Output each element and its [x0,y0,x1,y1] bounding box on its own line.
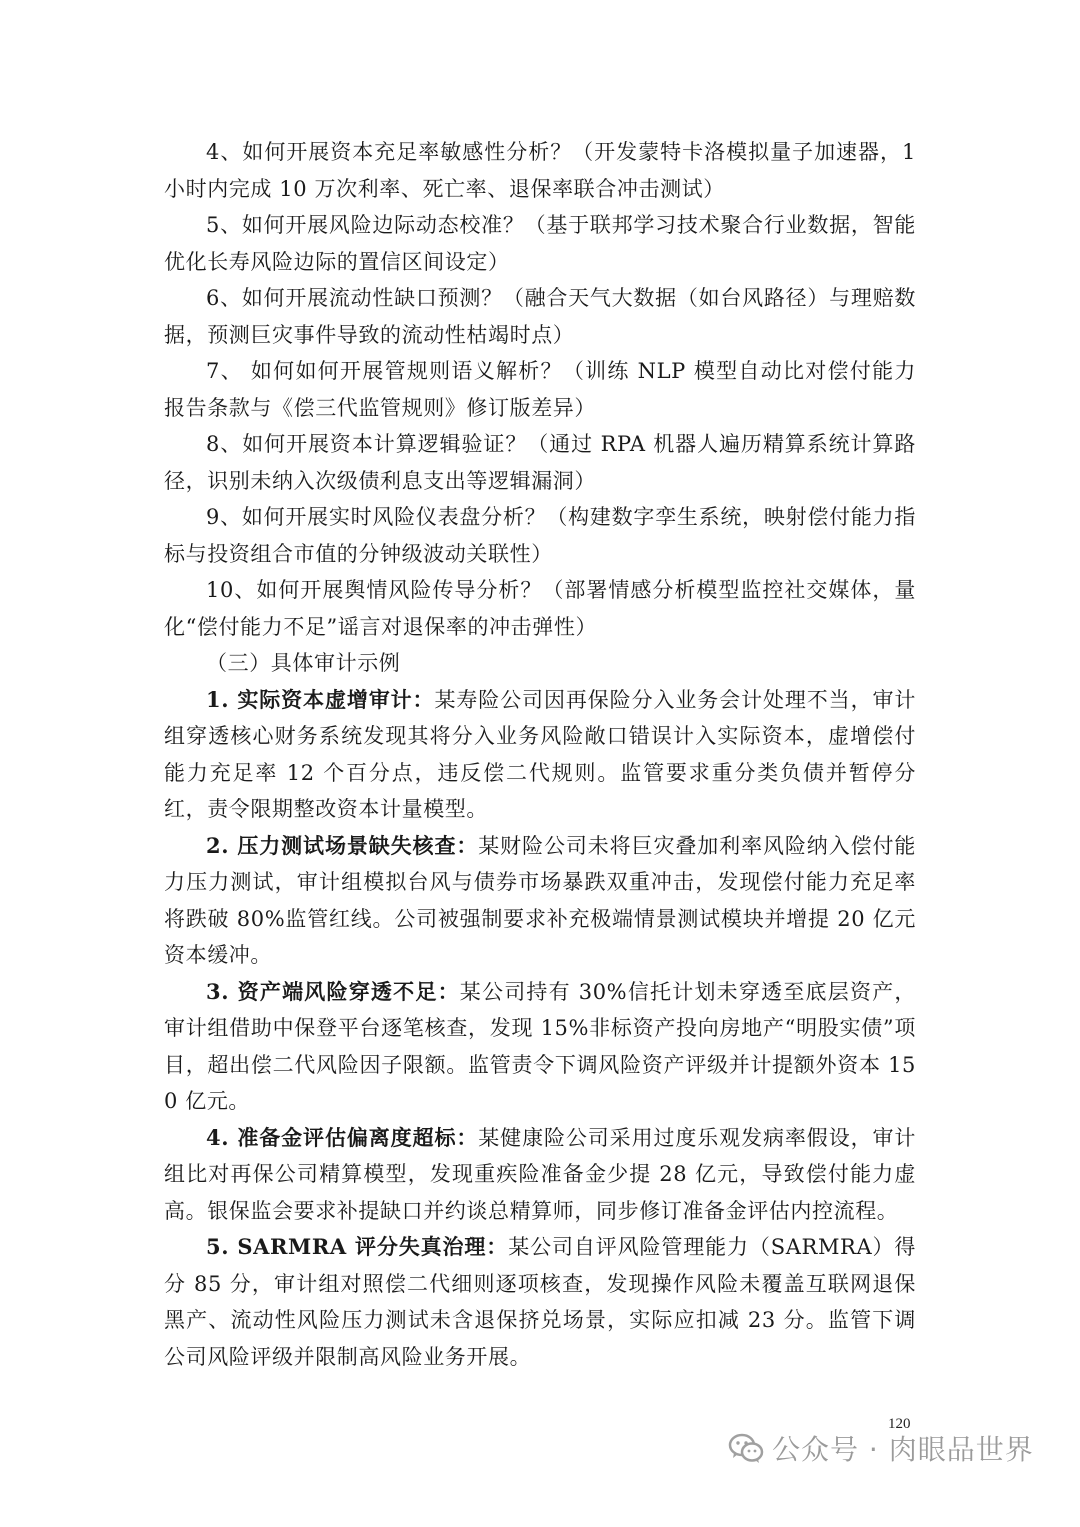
case-title: 1. 实际资本虚增审计： [206,686,435,712]
case-title: 2. 压力测试场景缺失核查： [206,832,479,858]
case-paragraph [164,682,916,828]
page-content [164,134,916,1375]
watermark-text: 公众号 · 肉眼品世界 [772,1433,1034,1466]
section-heading: （三）具体审计示例 [206,651,401,675]
question-item: 6、如何开展流动性缺口预测？（融合天气大数据（如台风路径）与理赔数据，预测巨灾事件导致的流动性枯竭时点） [164,286,916,347]
case-paragraph [164,974,916,1120]
question-item: 4、如何开展资本充足率敏感性分析？（开发蒙特卡洛模拟量子加速器，1小时内完成 10 万次利率、死亡率、退保率联合冲击测试） [164,140,916,201]
case-paragraph [164,1229,916,1375]
case-paragraph [164,828,916,974]
question-item: 8、如何开展资本计算逻辑验证？（通过 RPA 机器人遍历精算系统计算路径，识别未纳入次级债利息支出等逻辑漏洞） [164,432,916,493]
case-title: 4. 准备金评估偏离度超标： [206,1124,479,1150]
page-number: 120 [888,1416,911,1432]
case-body: 某寿险公司因再保险分入业务会计处理不当，审计组穿透核心财务系统发现其将分入业务风险敞口错误计入实际资本，虚增偿付能力充足率 12 个百分点，违反偿二代规则。监管要求重分类负债并暂停分红，责令限期整改资本计量模型。 [164,687,916,821]
case-title: 5. SARMRA 评分失真治理： [206,1234,509,1259]
case-body: 某财险公司未将巨灾叠加利率风险纳入偿付能力压力测试，审计组模拟台风与债券市场暴跌双重冲击，发现偿付能力充足率将跌破 80%监管红线。公司被强制要求补充极端情景测试模块并增提 20 亿元资本缓冲。 [164,833,917,967]
question-item: 7、 如何如何开展管规则语义解析？（训练 NLP 模型自动比对偿付能力报告条款与《偿三代监管规则》修订版差异） [164,359,916,420]
watermark [728,1428,1034,1468]
case-body: 某公司自评风险管理能力（SARMRA）得分 85 分，审计组对照偿二代细则逐项核查，发现操作风险未覆盖互联网退保黑产、流动性风险压力测试未含退保挤兑场景，实际应扣减 23 分。监管下调公司风险评级并限制高风险业务开展。 [164,1235,917,1369]
wechat-icon [728,1432,764,1464]
case-paragraph [164,1120,916,1230]
case-body: 某公司持有 30%信托计划未穿透至底层资产，审计组借助中保登平台逐笔核查，发现 15%非标资产投向房地产“明股实债”项目，超出偿二代风险因子限额。监管责令下调风险资产评级并计提额外资本 150 亿元。 [164,979,916,1113]
question-item: 10、如何开展舆情风险传导分析？（部署情感分析模型监控社交媒体，量化“偿付能力不足”谣言对退保率的冲击弹性） [164,578,916,639]
case-title: 3. 资产端风险穿透不足： [206,978,460,1004]
question-item: 5、如何开展风险边际动态校准？（基于联邦学习技术聚合行业数据，智能优化长寿风险边际的置信区间设定） [164,213,916,274]
question-item: 9、如何开展实时风险仪表盘分析？（构建数字孪生系统，映射偿付能力指标与投资组合市值的分钟级波动关联性） [164,505,916,566]
case-body: 某健康险公司采用过度乐观发病率假设，审计组比对再保公司精算模型，发现重疾险准备金少提 28 亿元，导致偿付能力虚高。银保监会要求补提缺口并约谈总精算师，同步修订准备金评估内控流程。 [164,1125,917,1223]
